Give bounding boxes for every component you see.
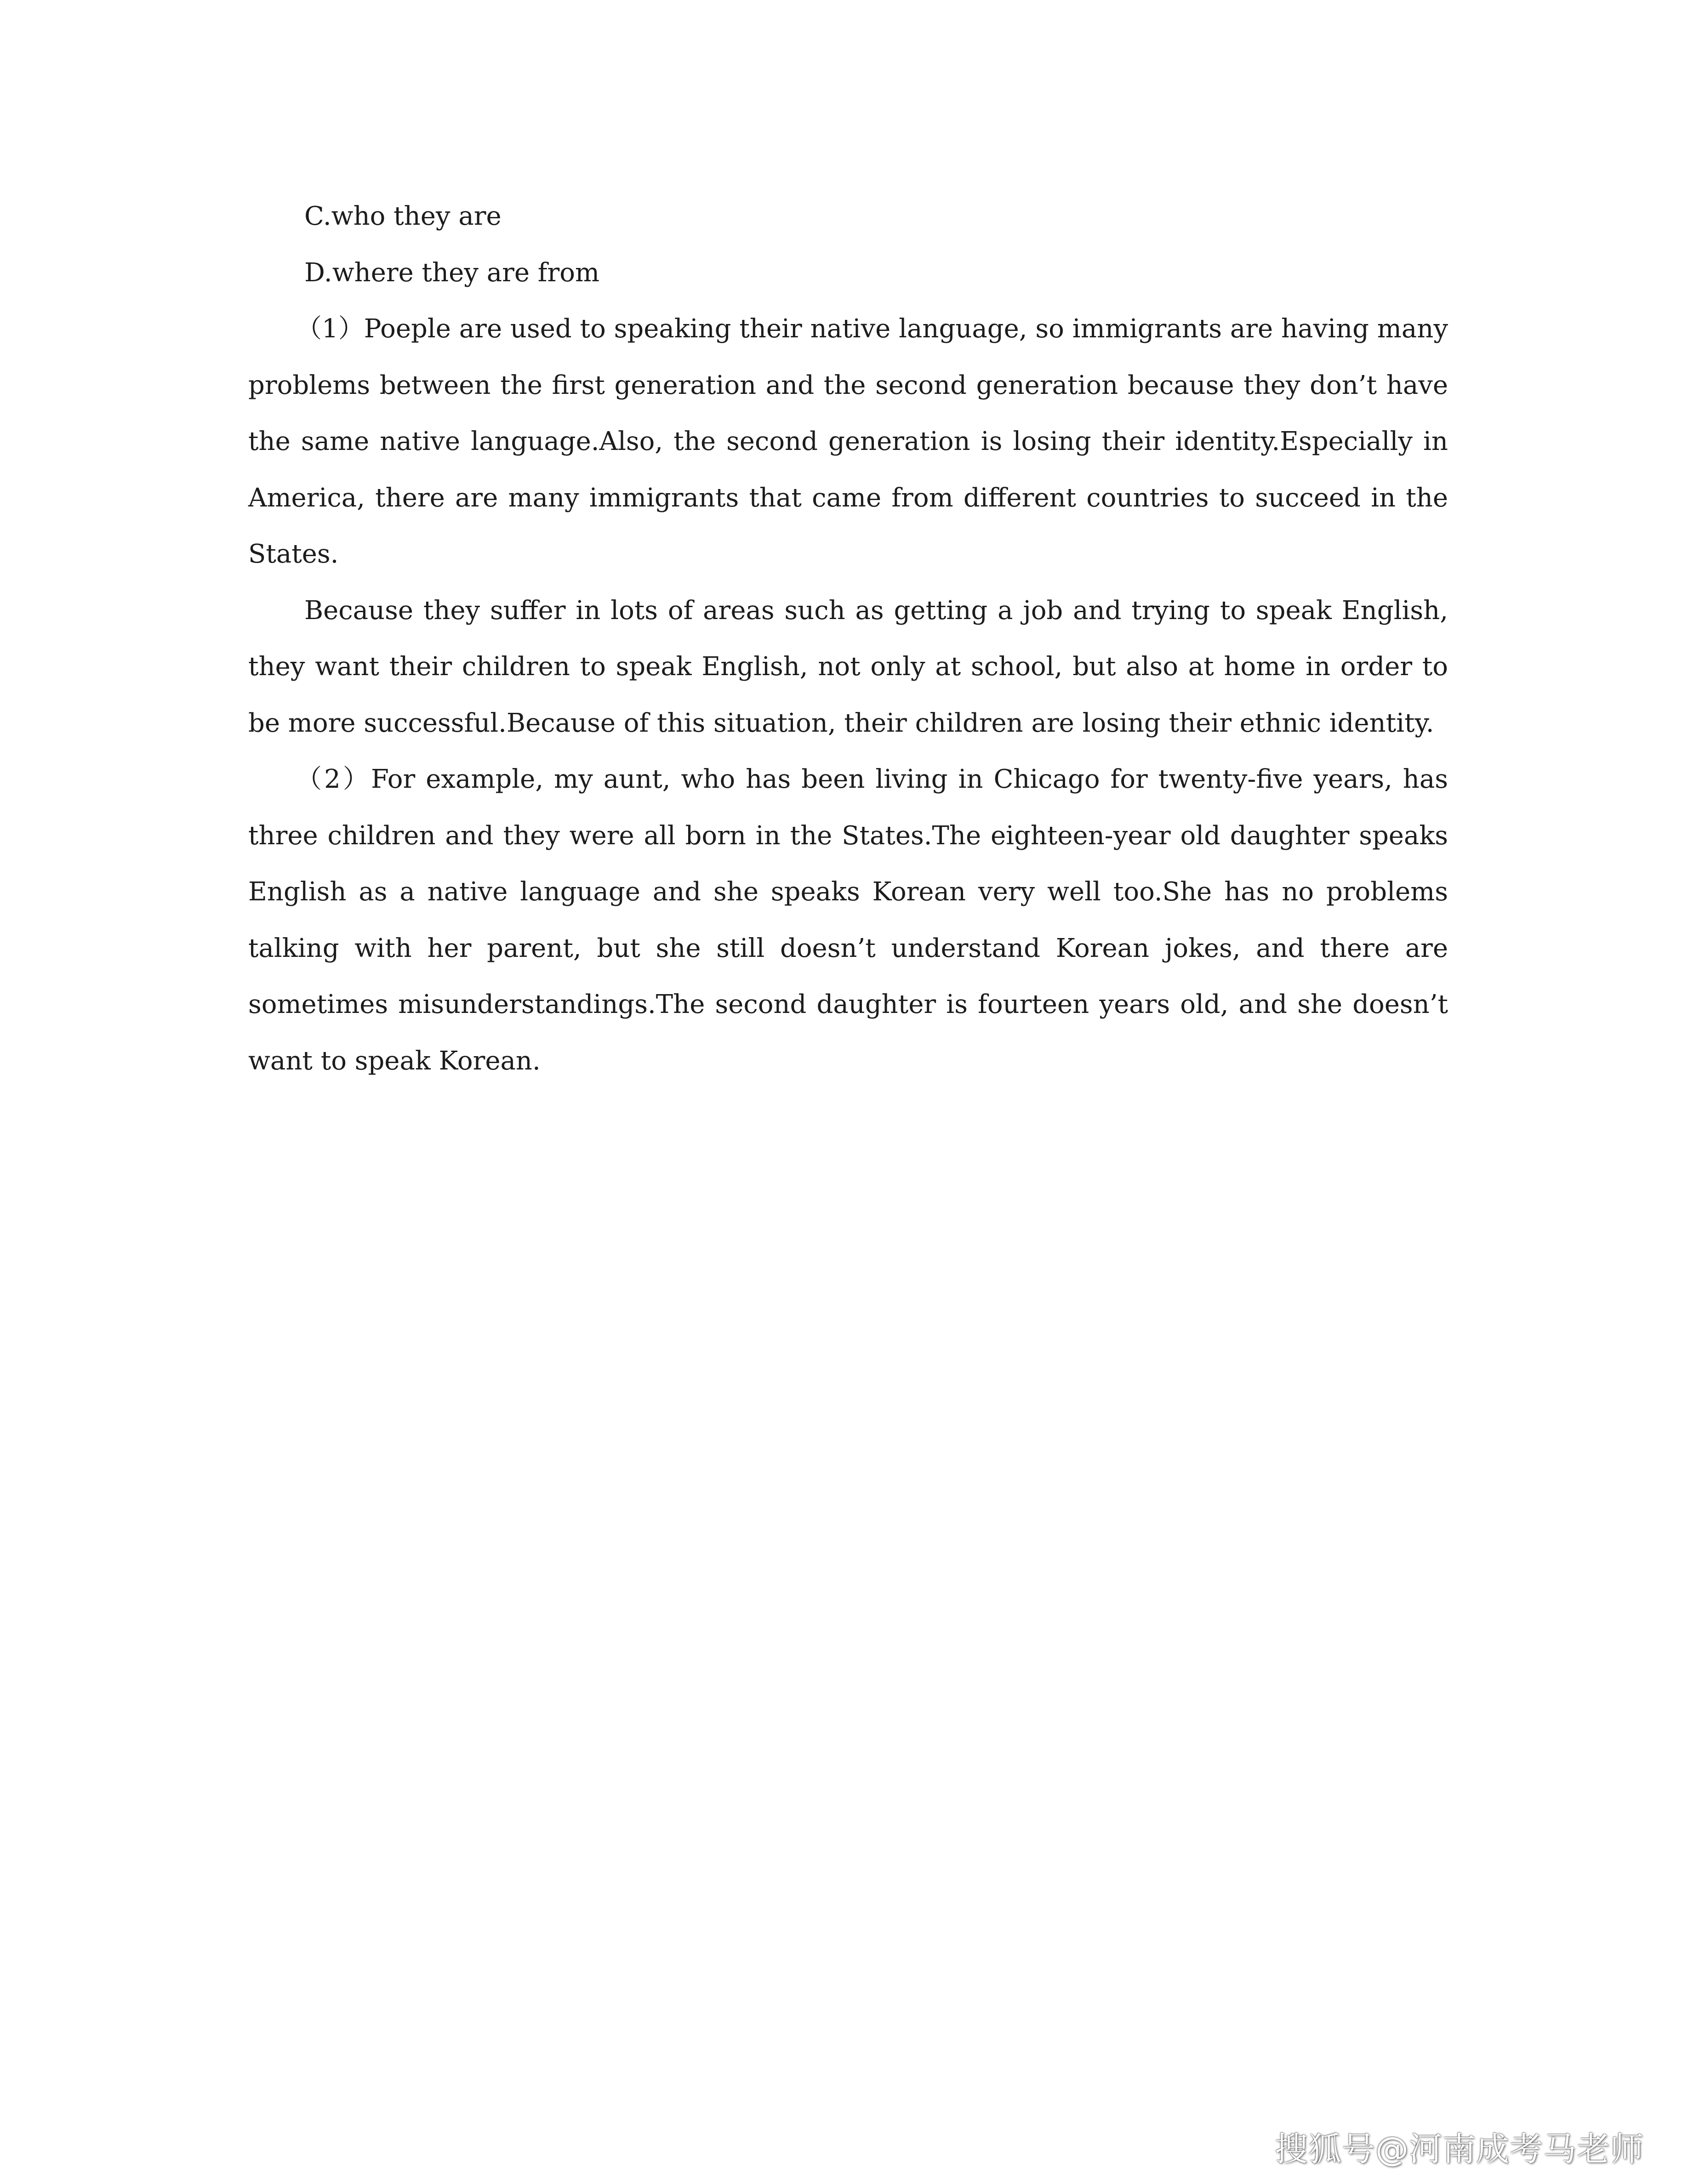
answer-option-d: D.where they are from bbox=[304, 257, 600, 288]
watermark: 搜狐号@河南成考马老师 bbox=[1274, 2130, 1644, 2168]
paragraph-3: （2）For example, my aunt, who has been living in Chicago for twenty-five years, has three children and they were all born in the States.The eighteen-year old daughter speaks English as a native language and she speaks Korean very well too.She has no problems talking with her parent, but she still doesn’t understand Korean jokes, and there are sometimes misunderstandings.The second daughter is fourteen years old, and she doesn’t want to speak Korean. bbox=[248, 764, 1448, 1076]
paragraph-1: （1）Poeple are used to speaking their native language, so immigrants are having many problems between the first generation and the second generation because they don’t have the same native language.Also, the second generation is losing their identity.Especially in America, there are many immigrants that came from different countries to succeed in the States. bbox=[248, 314, 1448, 569]
paragraph-2: Because they suffer in lots of areas such as getting a job and trying to speak English, they want their children to speak English, not only at school, but also at home in order to be more successful.Because of this situation, their children are losing their ethnic identity. bbox=[248, 595, 1448, 738]
answer-option-c: C.who they are bbox=[304, 201, 502, 231]
document-body bbox=[248, 188, 1448, 1089]
